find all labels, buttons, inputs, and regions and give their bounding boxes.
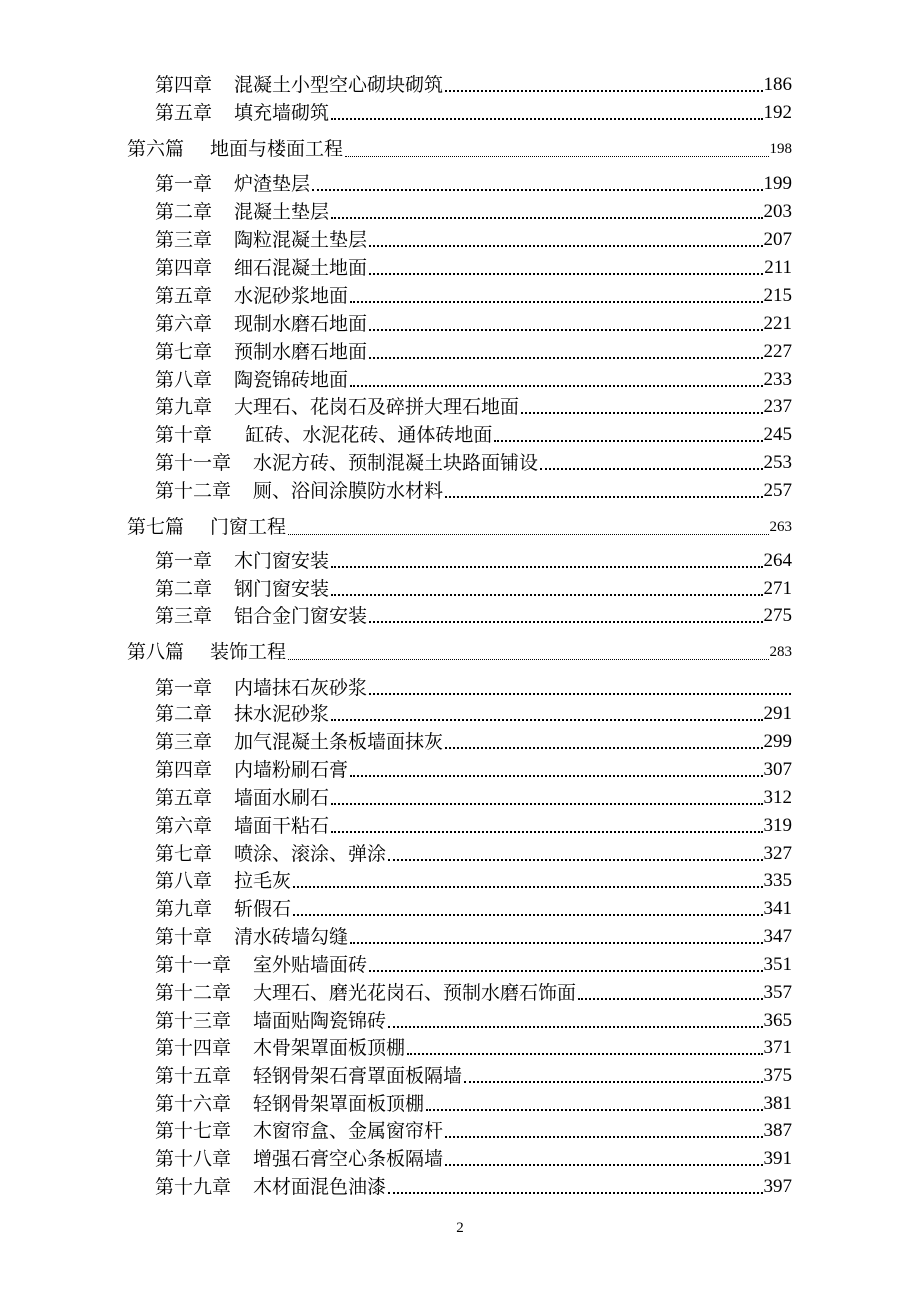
dot-leader: [445, 488, 762, 498]
entry-page-number: 186: [763, 74, 792, 95]
toc-chapter-entry[interactable]: [155, 701, 792, 727]
entry-page-number: 192: [763, 102, 792, 123]
entry-number: 第三章: [155, 731, 213, 753]
entry-number: 第十七章: [155, 1120, 232, 1142]
entry-number: 第九章: [155, 898, 213, 920]
dot-leader: [331, 795, 762, 805]
dot-leader: [369, 321, 762, 331]
dot-leader: [293, 906, 762, 916]
dot-leader: [369, 265, 763, 275]
entry-title: 墙面贴陶瓷锦砖: [253, 1010, 387, 1032]
entry-number: 第八章: [155, 870, 213, 892]
dot-leader: [445, 82, 762, 92]
entry-number: 第十六章: [155, 1093, 232, 1115]
entry-title: 轻钢骨架罩面板顶棚: [253, 1093, 425, 1115]
toc-chapter-entry[interactable]: [155, 199, 792, 225]
dot-leader: [521, 404, 762, 414]
toc-chapter-entry[interactable]: [155, 1008, 792, 1034]
page-number: 2: [456, 1220, 464, 1236]
entry-number: 第二章: [155, 578, 213, 600]
entry-page-number: 397: [763, 1176, 792, 1197]
entry-number: 第十一章: [155, 452, 232, 474]
dot-leader: [494, 432, 762, 442]
entry-page-number: 375: [763, 1065, 792, 1086]
dot-leader: [288, 526, 768, 535]
entry-title: 墙面水刷石: [234, 787, 330, 809]
entry-title: 木材面混色油漆: [253, 1176, 387, 1198]
entry-title: 内墙抹石灰砂浆: [234, 677, 368, 699]
toc-chapter-entry[interactable]: [155, 72, 792, 98]
entry-page-number: 299: [763, 731, 792, 752]
entry-number: 第五章: [155, 285, 213, 307]
entry-page-number: 341: [763, 898, 792, 919]
toc-chapter-entry[interactable]: [155, 478, 792, 504]
entry-number: 第七篇: [127, 516, 185, 538]
dot-leader: [331, 823, 762, 833]
toc-chapter-entry[interactable]: [155, 1174, 792, 1200]
dot-leader: [407, 1045, 762, 1055]
toc-part-entry[interactable]: [127, 514, 792, 540]
entry-title: 预制水磨石地面: [234, 341, 368, 363]
toc-chapter-entry[interactable]: [155, 283, 792, 309]
entry-page-number: 257: [763, 480, 792, 501]
entry-number: 第十九章: [155, 1176, 232, 1198]
entry-page-number: 263: [769, 519, 792, 535]
entry-title: 拉毛灰: [234, 870, 292, 892]
entry-page-number: 307: [763, 759, 792, 780]
dot-leader: [350, 293, 762, 303]
toc-chapter-entry[interactable]: [155, 980, 792, 1006]
entry-title: 墙面干粘石: [234, 815, 330, 837]
entry-page-number: 319: [763, 815, 792, 836]
toc-chapter-entry[interactable]: [155, 813, 792, 839]
entry-title: 木窗帘盒、金属窗帘杆: [253, 1120, 444, 1142]
dot-leader: [331, 558, 762, 568]
entry-number: 第二章: [155, 201, 213, 223]
entry-title: 现制水磨石地面: [234, 313, 368, 335]
entry-title: 细石混凝土地面: [234, 257, 368, 279]
entry-number: 第八篇: [127, 641, 185, 663]
toc-chapter-entry[interactable]: [155, 868, 792, 894]
toc-chapter-entry[interactable]: [155, 785, 792, 811]
toc-chapter-entry[interactable]: [155, 339, 792, 365]
entry-number: 第十章: [155, 424, 213, 446]
entry-page-number: 381: [763, 1093, 792, 1114]
toc-part-entry[interactable]: [127, 136, 792, 162]
dot-leader: [369, 349, 762, 359]
dot-leader: [345, 148, 768, 157]
toc-chapter-entry[interactable]: [155, 1035, 792, 1061]
toc-chapter-entry[interactable]: [155, 311, 792, 337]
entry-page-number: 245: [763, 424, 792, 445]
entry-number: 第二章: [155, 703, 213, 725]
toc-chapter-entry[interactable]: [155, 548, 792, 574]
entry-number: 第一章: [155, 677, 213, 699]
entry-page-number: 365: [763, 1010, 792, 1031]
dot-leader: [445, 1128, 762, 1138]
entry-page-number: 253: [763, 452, 792, 473]
entry-page-number: 391: [763, 1148, 792, 1169]
entry-page-number: 291: [763, 703, 792, 724]
entry-page-number: 283: [769, 644, 792, 660]
entry-title: 装饰工程: [210, 641, 287, 663]
entry-title: 喷涂、滚涂、弹涂: [234, 843, 387, 865]
entry-page-number: 264: [763, 550, 792, 571]
entry-page-number: 312: [763, 787, 792, 808]
toc-chapter-entry[interactable]: [155, 171, 792, 197]
toc-chapter-entry[interactable]: [155, 1118, 792, 1144]
dot-leader: [540, 460, 762, 470]
entry-page-number: 371: [763, 1037, 792, 1058]
entry-title: 增强石膏空心条板隔墙: [253, 1148, 444, 1170]
dot-leader: [369, 685, 791, 695]
dot-leader: [388, 851, 762, 861]
toc-chapter-entry[interactable]: [155, 422, 792, 448]
dot-leader: [350, 934, 762, 944]
entry-page-number: 347: [763, 926, 792, 947]
entry-number: 第一章: [155, 173, 213, 195]
entry-page-number: 207: [763, 229, 792, 250]
toc-chapter-entry[interactable]: [155, 841, 792, 867]
entry-page-number: 221: [763, 313, 792, 334]
entry-page-number: 233: [763, 369, 792, 390]
dot-leader: [369, 613, 762, 623]
entry-title: 混凝土小型空心砌块砌筑: [234, 74, 444, 96]
entry-title: 陶瓷锦砖地面: [234, 369, 349, 391]
entry-title: 厕、浴间涂膜防水材料: [253, 480, 444, 502]
dot-leader: [578, 990, 762, 1000]
entry-number: 第十八章: [155, 1148, 232, 1170]
entry-number: 第五章: [155, 787, 213, 809]
entry-number: 第十三章: [155, 1010, 232, 1032]
entry-title: 铝合金门窗安装: [234, 605, 368, 627]
entry-number: 第十五章: [155, 1065, 232, 1087]
toc-chapter-entry[interactable]: [155, 1063, 792, 1089]
toc-chapter-entry[interactable]: [155, 675, 792, 701]
dot-leader: [331, 711, 762, 721]
toc-part-entry[interactable]: [127, 639, 792, 665]
entry-title: 缸砖、水泥花砖、通体砖地面: [245, 424, 493, 446]
toc-chapter-entry[interactable]: [155, 255, 792, 281]
toc-chapter-entry[interactable]: [155, 450, 792, 476]
entry-page-number: 351: [763, 954, 792, 975]
entry-title: 抹水泥砂浆: [234, 703, 330, 725]
entry-number: 第四章: [155, 74, 213, 96]
dot-leader: [445, 739, 762, 749]
dot-leader: [288, 651, 768, 660]
entry-number: 第四章: [155, 257, 213, 279]
toc-chapter-entry[interactable]: [155, 952, 792, 978]
dot-leader: [293, 878, 762, 888]
entry-page-number: 198: [769, 141, 792, 157]
entry-title: 填充墙砌筑: [234, 102, 330, 124]
dot-leader: [331, 586, 762, 596]
entry-number: 第六章: [155, 313, 213, 335]
entry-title: 地面与楼面工程: [210, 138, 344, 160]
entry-title: 门窗工程: [210, 516, 287, 538]
entry-title: 大理石、磨光花岗石、预制水磨石饰面: [253, 982, 577, 1004]
entry-page-number: 327: [763, 843, 792, 864]
entry-number: 第十章: [155, 926, 213, 948]
entry-title: 陶粒混凝土垫层: [234, 229, 368, 251]
entry-number: 第六章: [155, 815, 213, 837]
toc-chapter-entry[interactable]: [155, 896, 792, 922]
dot-leader: [331, 110, 762, 120]
entry-page-number: 271: [763, 578, 792, 599]
entry-page-number: 275: [763, 605, 792, 626]
toc-chapter-entry[interactable]: [155, 576, 792, 602]
entry-page-number: 237: [763, 396, 792, 417]
toc-chapter-entry[interactable]: [155, 603, 792, 629]
entry-title: 室外贴墙面砖: [253, 954, 368, 976]
dot-leader: [464, 1073, 762, 1083]
entry-title: 内墙粉刷石膏: [234, 759, 349, 781]
entry-title: 水泥砂浆地面: [234, 285, 349, 307]
entry-number: 第十二章: [155, 982, 232, 1004]
entry-title: 木门窗安装: [234, 550, 330, 572]
toc-chapter-entry[interactable]: [155, 1146, 792, 1172]
dot-leader: [350, 377, 762, 387]
dot-leader: [388, 1184, 762, 1194]
entry-number: 第七章: [155, 843, 213, 865]
dot-leader: [350, 767, 762, 777]
entry-number: 第六篇: [127, 138, 185, 160]
entry-title: 钢门窗安装: [234, 578, 330, 600]
toc-chapter-entry[interactable]: [155, 100, 792, 126]
entry-title: 木骨架罩面板顶棚: [253, 1037, 406, 1059]
entry-number: 第十四章: [155, 1037, 232, 1059]
entry-number: 第一章: [155, 550, 213, 572]
entry-number: 第三章: [155, 605, 213, 627]
entry-number: 第七章: [155, 341, 213, 363]
entry-title: 水泥方砖、预制混凝土块路面铺设: [253, 452, 539, 474]
entry-title: 斩假石: [234, 898, 292, 920]
entry-title: 混凝土垫层: [234, 201, 330, 223]
dot-leader: [426, 1101, 762, 1111]
toc-chapter-entry[interactable]: [155, 757, 792, 783]
entry-number: 第十一章: [155, 954, 232, 976]
dot-leader: [388, 1018, 762, 1028]
entry-title: 清水砖墙勾缝: [234, 926, 349, 948]
entry-page-number: 211: [764, 257, 792, 278]
entry-number: 第三章: [155, 229, 213, 251]
toc-chapter-entry[interactable]: [155, 1091, 792, 1117]
toc-chapter-entry[interactable]: [155, 394, 792, 420]
toc-chapter-entry[interactable]: [155, 227, 792, 253]
dot-leader: [445, 1156, 762, 1166]
entry-page-number: 203: [763, 201, 792, 222]
dot-leader: [331, 209, 762, 219]
entry-number: 第八章: [155, 369, 213, 391]
entry-title: 炉渣垫层: [234, 173, 311, 195]
entry-page-number: 335: [763, 870, 792, 891]
entry-page-number: 227: [763, 341, 792, 362]
dot-leader: [369, 237, 762, 247]
entry-title: 加气混凝土条板墙面抹灰: [234, 731, 444, 753]
dot-leader: [312, 181, 762, 191]
toc-chapter-entry[interactable]: [155, 729, 792, 755]
entry-number: 第五章: [155, 102, 213, 124]
entry-title: 大理石、花岗石及碎拼大理石地面: [234, 396, 520, 418]
entry-page-number: 357: [763, 982, 792, 1003]
dot-leader: [369, 962, 762, 972]
entry-number: 第四章: [155, 759, 213, 781]
entry-page-number: 387: [763, 1120, 792, 1141]
entry-page-number: 199: [763, 173, 792, 194]
entry-title: 轻钢骨架石膏罩面板隔墙: [253, 1065, 463, 1087]
entry-number: 第九章: [155, 396, 213, 418]
toc-chapter-entry[interactable]: [155, 367, 792, 393]
entry-number: 第十二章: [155, 480, 232, 502]
toc-chapter-entry[interactable]: [155, 924, 792, 950]
entry-page-number: 215: [763, 285, 792, 306]
